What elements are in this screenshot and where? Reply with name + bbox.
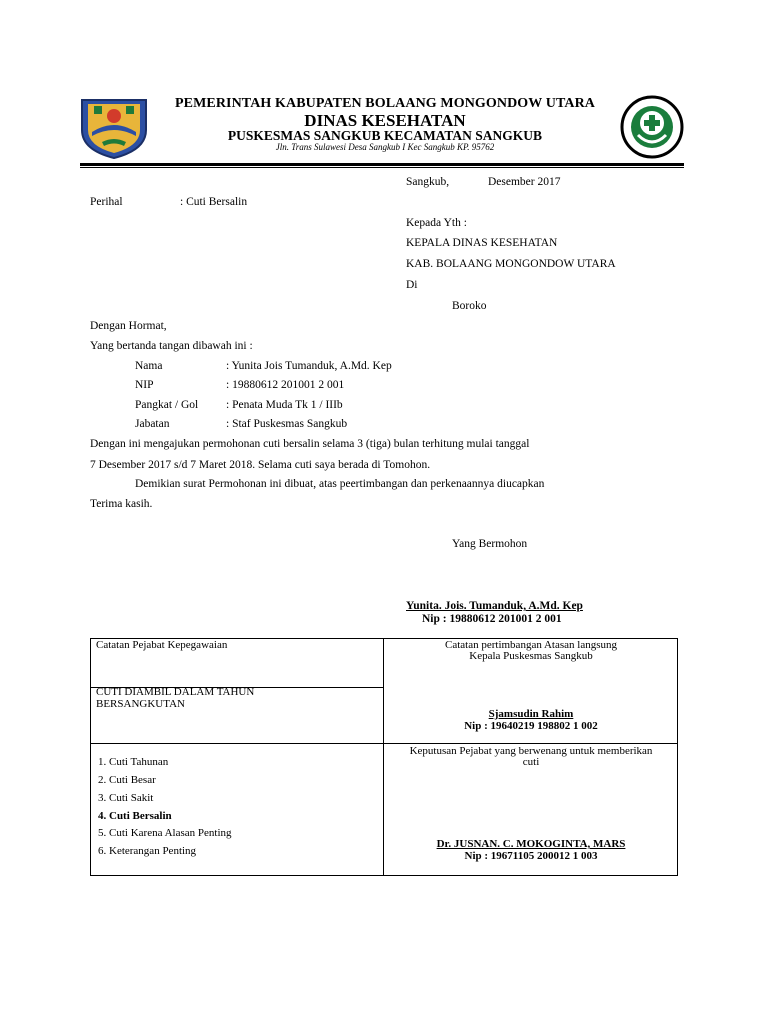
field-value-nama: : Yunita Jois Tumanduk, A.Md. Kep xyxy=(226,360,392,372)
leave-type-major: 2. Cuti Besar xyxy=(98,774,156,786)
recipient-line2: KAB. BOLAANG MONGONDOW UTARA xyxy=(406,258,616,270)
thanks-line: Terima kasih. xyxy=(90,498,153,510)
subject-value: : Cuti Bersalin xyxy=(180,196,248,208)
leave-type-important-note: 6. Keterangan Penting xyxy=(98,845,197,857)
header-address: Jln. Trans Sulawesi Desa Sangkub I Kec Sangkub KP. 95762 xyxy=(275,142,495,152)
applicant-name: Yunita. Jois. Tumanduk, A.Md. Kep xyxy=(406,600,583,612)
recipient-line1: KEPALA DINAS KESEHATAN xyxy=(406,237,558,249)
supervisor-nip: Nip : 19640219 198802 1 002 xyxy=(464,720,598,732)
recipient-city: Boroko xyxy=(452,300,487,312)
bakti-husada-logo xyxy=(620,93,684,161)
field-label-nama: Nama xyxy=(135,360,163,372)
paragraph-2: Demikian surat Permohonan ini dibuat, atas peertimbangan dan perkenaannya diucapkan xyxy=(135,478,545,490)
header-rule-thick xyxy=(80,163,684,166)
greeting: Dengan Hormat, xyxy=(90,320,167,332)
field-label-pangkat: Pangkat / Gol xyxy=(135,399,199,411)
header-government-line: PEMERINTAH KABUPATEN BOLAANG MONGONDOW UTARA xyxy=(174,96,595,111)
leave-taken-header: CUTI DIAMBIL DALAM TAHUN BERSANGKUTAN xyxy=(96,686,255,710)
place: Sangkub, xyxy=(406,176,450,188)
regency-emblem-logo xyxy=(78,96,150,160)
staffing-notes-header: Catatan Pejabat Kepegawaian xyxy=(96,639,228,651)
field-value-jabatan: : Staf Puskesmas Sangkub xyxy=(226,418,348,430)
leave-type-important-reason: 5. Cuti Karena Alasan Penting xyxy=(98,827,232,839)
supervisor-note-line1: Catatan pertimbangan Atasan langsung xyxy=(445,639,617,651)
field-label-jabatan: Jabatan xyxy=(135,418,170,430)
letter-date: Desember 2017 xyxy=(488,176,561,188)
field-value-pangkat: : Penata Muda Tk 1 / IIIb xyxy=(226,399,343,411)
authority-decision-line2: cuti xyxy=(522,756,540,768)
leave-type-sick: 3. Cuti Sakit xyxy=(98,792,154,804)
paragraph-1-line-1: Dengan ini mengajukan permohonan cuti bersalin selama 3 (tiga) bulan terhitung mulai tanggal xyxy=(90,438,530,450)
header-agency-title: DINAS KESEHATAN xyxy=(304,111,466,130)
applicant-nip: Nip : 19880612 201001 2 001 xyxy=(422,613,562,625)
table-divider-middle xyxy=(90,743,678,744)
subject-label: Perihal xyxy=(90,196,123,208)
supervisor-note-line2: Kepala Puskesmas Sangkub xyxy=(469,650,593,662)
signature-label: Yang Bermohon xyxy=(452,538,528,550)
leave-type-maternity: 4. Cuti Bersalin xyxy=(98,810,172,822)
leave-type-annual: 1. Cuti Tahunan xyxy=(98,756,169,768)
field-value-nip: : 19880612 201001 2 001 xyxy=(226,379,345,391)
supervisor-name: Sjamsudin Rahim xyxy=(488,708,574,720)
recipient-kepada: Kepada Yth : xyxy=(406,217,467,229)
header-puskesmas-line: PUSKESMAS SANGKUB KECAMATAN SANGKUB xyxy=(227,128,543,143)
paragraph-1-line-2: 7 Desember 2017 s/d 7 Maret 2018. Selama cuti saya berada di Tomohon. xyxy=(90,459,431,471)
authority-name: Dr. JUSNAN. C. MOKOGINTA, MARS xyxy=(436,838,626,850)
authority-decision-line1: Keputusan Pejabat yang berwenang untuk memberikan xyxy=(409,745,653,757)
header-rule-thin xyxy=(80,167,684,168)
intro-line: Yang bertanda tangan dibawah ini : xyxy=(90,340,253,352)
authority-nip: Nip : 19671105 200012 1 003 xyxy=(464,850,598,862)
field-label-nip: NIP xyxy=(135,379,154,391)
recipient-di: Di xyxy=(406,279,418,291)
